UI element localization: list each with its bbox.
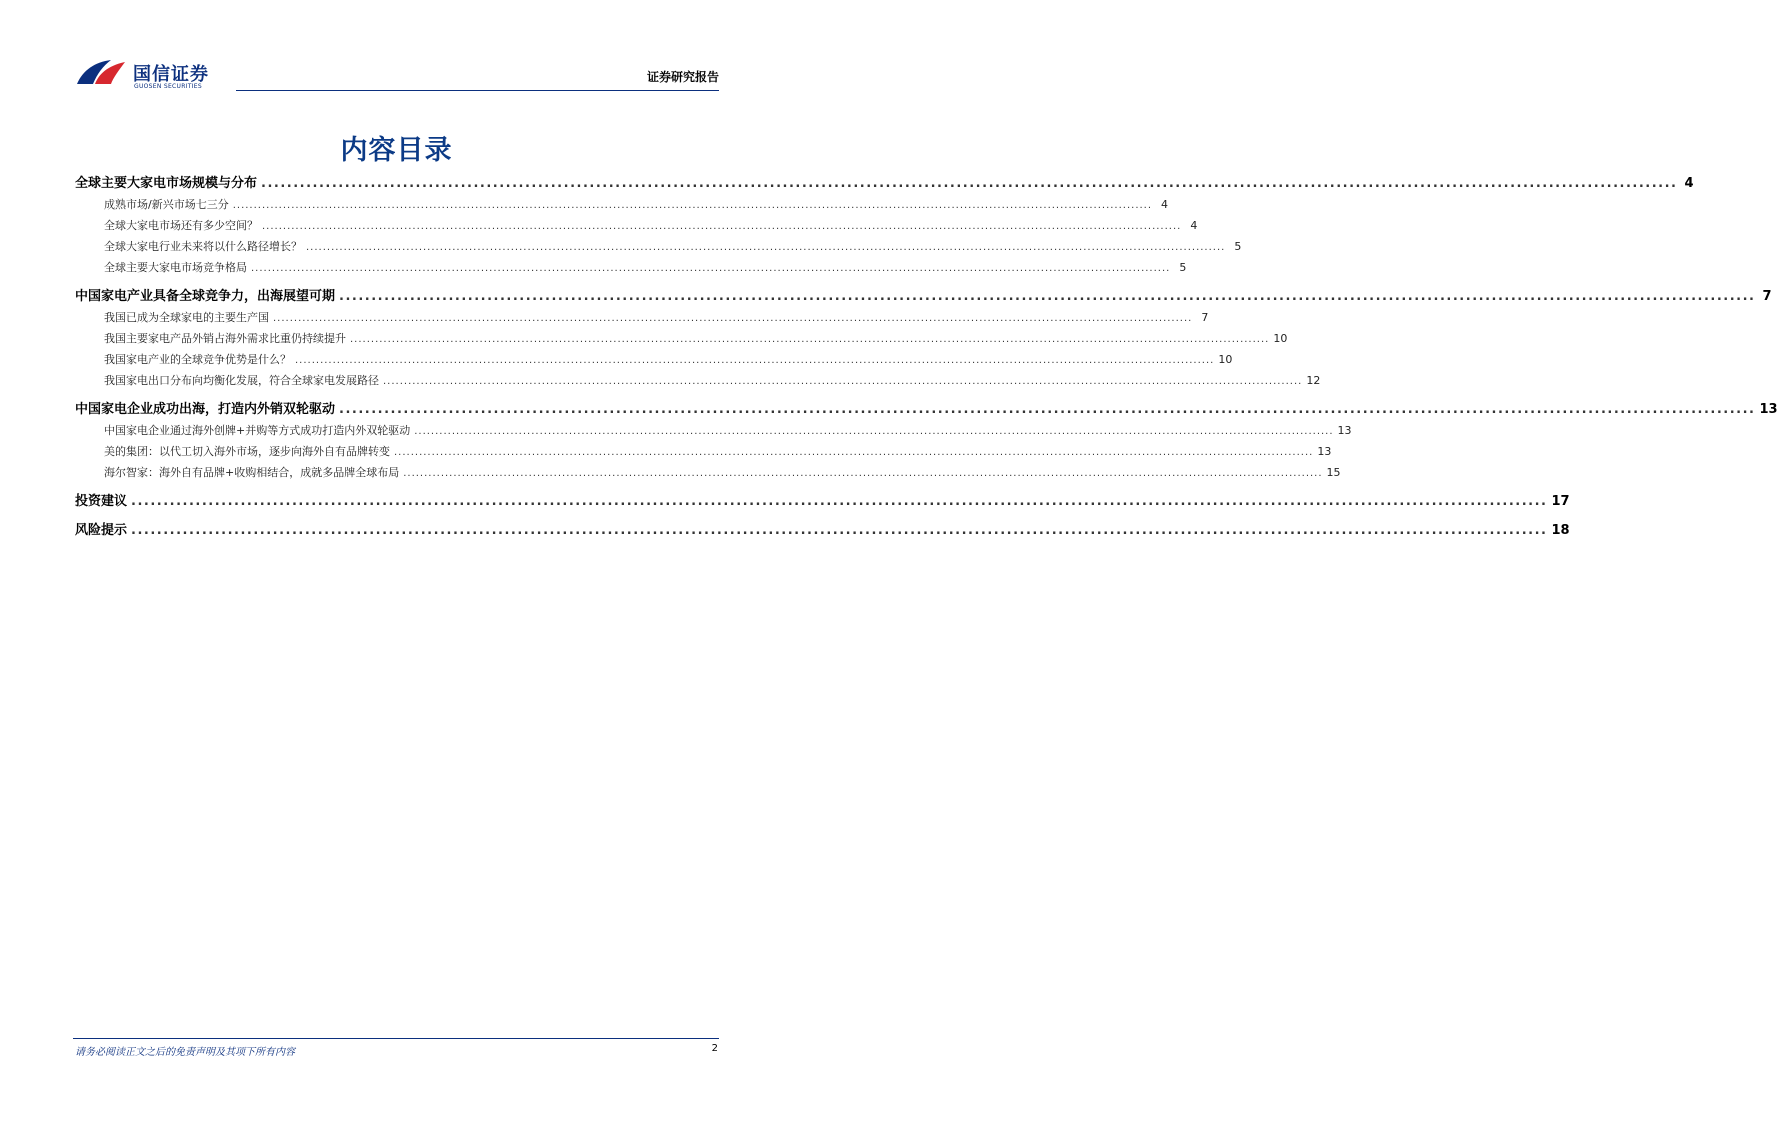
toc-entry-text: 我国家电产业的全球竞争优势是什么？ — [104, 353, 291, 366]
toc-subsection-entry[interactable] — [75, 443, 1332, 464]
toc-subsection-entry[interactable] — [75, 238, 1242, 259]
toc-page-number: 15 — [1326, 466, 1341, 479]
toc-page-number: 12 — [1306, 374, 1321, 387]
toc-entry-text: 投资建议 — [75, 494, 128, 509]
toc-section-entry[interactable] — [75, 517, 1570, 543]
toc-leader-dots: ............................................................................................................................................................................................................................ — [339, 402, 1756, 417]
toc-entry-text: 成熟市场/新兴市场七三分 — [104, 198, 229, 211]
toc-subsection-entry[interactable] — [75, 309, 1209, 330]
toc-page-number: 5 — [1179, 261, 1187, 274]
toc-leader-dots: ............................................................................................................................................................................................................................ — [232, 200, 1153, 211]
toc-page-number: 5 — [1234, 240, 1242, 253]
toc-page-number: 18 — [1551, 523, 1570, 538]
footer-disclaimer: 请务必阅读正文之后的免责声明及其项下所有内容 — [75, 1047, 295, 1058]
toc-leader-dots: ............................................................................................................................................................................................................................ — [273, 313, 1193, 324]
toc-leader-dots: ............................................................................................................................................................................................................................ — [131, 494, 1548, 509]
toc-subsection-entry[interactable] — [75, 259, 1187, 280]
toc-page-number: 4 — [1684, 176, 1694, 191]
toc-leader-dots: ............................................................................................................................................................................................................................ — [403, 468, 1323, 479]
toc-leader-dots: ............................................................................................................................................................................................................................ — [394, 447, 1314, 458]
toc-section-entry[interactable] — [75, 488, 1570, 514]
toc-entry-text: 全球主要大家电市场规模与分布 — [75, 176, 258, 191]
header-divider — [236, 90, 719, 91]
toc-page-number: 13 — [1759, 402, 1778, 417]
report-type-label: 证券研究报告 — [646, 70, 719, 84]
toc-section-entry[interactable] — [75, 170, 1694, 196]
toc-page-number: 4 — [1161, 198, 1169, 211]
toc-subsection-entry[interactable] — [75, 422, 1352, 443]
toc-page-number: 13 — [1317, 445, 1332, 458]
toc-page-number: 7 — [1201, 311, 1209, 324]
logo-english-name: GUOSEN SECURITIES — [134, 83, 203, 90]
toc-page-number: 4 — [1190, 219, 1198, 232]
toc-entry-text: 海尔智家：海外自有品牌+收购相结合，成就多品牌全球布局 — [104, 466, 400, 479]
toc-leader-dots: ............................................................................................................................................................................................................................ — [262, 221, 1182, 232]
toc-subsection-entry[interactable] — [75, 330, 1288, 351]
toc-page-number: 17 — [1551, 494, 1570, 509]
toc-entry-text: 全球大家电市场还有多少空间？ — [104, 219, 258, 232]
toc-leader-dots: ............................................................................................................................................................................................................................ — [383, 376, 1303, 387]
toc-subsection-entry[interactable] — [75, 217, 1198, 238]
toc-entry-text: 我国家电出口分布向均衡化发展，符合全球家电发展路径 — [104, 374, 379, 387]
toc-leader-dots: ............................................................................................................................................................................................................................ — [339, 289, 1756, 304]
toc-entry-text: 我国主要家电产品外销占海外需求比重仍持续提升 — [104, 332, 346, 345]
toc-leader-dots: ............................................................................................................................................................................................................................ — [131, 523, 1548, 538]
page-header — [73, 48, 719, 94]
toc-page-number: 10 — [1273, 332, 1288, 345]
toc-entry-text: 风险提示 — [75, 523, 128, 538]
toc-title: 内容目录 — [340, 135, 453, 166]
table-of-contents — [75, 170, 1778, 543]
toc-entry-text: 全球大家电行业未来将以什么路径增长？ — [104, 240, 302, 253]
toc-entry-text: 我国已成为全球家电的主要生产国 — [104, 311, 269, 324]
toc-section-entry[interactable] — [75, 283, 1772, 309]
toc-entry-text: 美的集团：以代工切入海外市场，逐步向海外自有品牌转变 — [104, 445, 390, 458]
toc-leader-dots: ............................................................................................................................................................................................................................ — [261, 176, 1678, 191]
toc-entry-text: 中国家电产业具备全球竞争力，出海展望可期 — [75, 289, 336, 304]
toc-entry-text: 中国家电企业成功出海，打造内外销双轮驱动 — [75, 402, 336, 417]
toc-page-number: 7 — [1762, 289, 1772, 304]
toc-page-number: 13 — [1337, 424, 1352, 437]
toc-page-number: 10 — [1218, 353, 1233, 366]
toc-leader-dots: ............................................................................................................................................................................................................................ — [414, 426, 1334, 437]
toc-entry-text: 全球主要大家电市场竞争格局 — [104, 261, 247, 274]
toc-leader-dots: ............................................................................................................................................................................................................................ — [295, 355, 1215, 366]
logo-chinese-name: 国信证券 — [133, 64, 209, 85]
toc-leader-dots: ............................................................................................................................................................................................................................ — [350, 334, 1270, 345]
toc-entry-text: 中国家电企业通过海外创牌+并购等方式成功打造内外双轮驱动 — [104, 424, 411, 437]
guosen-logo-mark-icon — [73, 54, 131, 88]
toc-subsection-entry[interactable] — [75, 351, 1233, 372]
footer-page-number: 2 — [711, 1043, 718, 1054]
toc-leader-dots: ............................................................................................................................................................................................................................ — [251, 263, 1171, 274]
toc-section-entry[interactable] — [75, 396, 1778, 422]
toc-subsection-entry[interactable] — [75, 196, 1169, 217]
toc-leader-dots: ............................................................................................................................................................................................................................ — [306, 242, 1226, 253]
footer-divider — [73, 1038, 719, 1039]
toc-subsection-entry[interactable] — [75, 372, 1321, 393]
toc-subsection-entry[interactable] — [75, 464, 1341, 485]
guosen-logo — [73, 54, 233, 90]
